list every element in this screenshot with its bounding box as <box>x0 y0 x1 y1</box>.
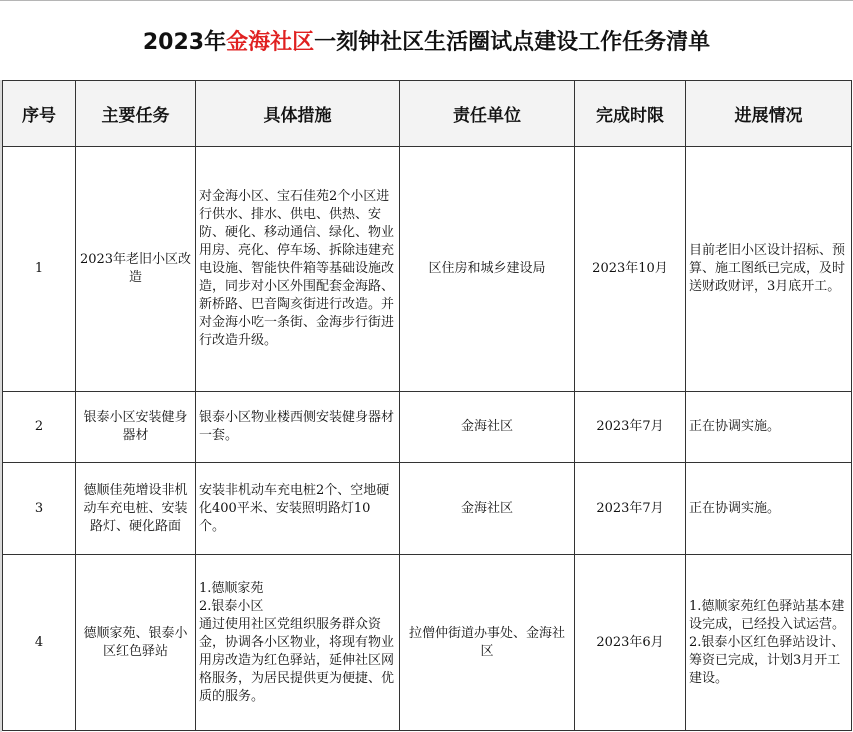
table-row <box>3 555 852 731</box>
cell-progress: 目前老旧小区设计招标、预算、施工图纸已完成，及时送财政财评，3月底开工。 <box>686 147 852 392</box>
cell-measures: 安装非机动车充电桩2个、空地硬化400平米、安装照明路灯10个。 <box>196 463 400 555</box>
cell-deadline: 2023年10月 <box>575 147 686 392</box>
cell-task: 德顺佳苑增设非机动车充电桩、安装路灯、硬化路面 <box>76 463 196 555</box>
cell-task: 2023年老旧小区改造 <box>76 147 196 392</box>
header-row <box>3 81 852 147</box>
header-unit: 责任单位 <box>400 81 575 147</box>
title-highlight: 金海社区 <box>226 30 315 55</box>
cell-no: 1 <box>3 147 76 392</box>
cell-unit: 区住房和城乡建设局 <box>400 147 575 392</box>
page-title <box>0 0 853 80</box>
cell-progress: 1.德顺家苑红色驿站基本建设完成，已经投入试运营。 2.银泰小区红色驿站设计、筹资已完成，计划3月开工建设。 <box>686 555 852 731</box>
table-row <box>3 463 852 555</box>
cell-task: 银泰小区安装健身器材 <box>76 392 196 463</box>
title-prefix: 2023年 <box>142 30 227 55</box>
table-row <box>3 392 852 463</box>
cell-no: 3 <box>3 463 76 555</box>
cell-progress: 正在协调实施。 <box>686 463 852 555</box>
cell-deadline: 2023年6月 <box>575 555 686 731</box>
cell-unit: 金海社区 <box>400 463 575 555</box>
cell-task: 德顺家苑、银泰小区红色驿站 <box>76 555 196 731</box>
cell-progress: 正在协调实施。 <box>686 392 852 463</box>
cell-no: 4 <box>3 555 76 731</box>
cell-no: 2 <box>3 392 76 463</box>
cell-deadline: 2023年7月 <box>575 463 686 555</box>
cell-unit: 金海社区 <box>400 392 575 463</box>
header-progress: 进展情况 <box>686 81 852 147</box>
header-measures: 具体措施 <box>196 81 400 147</box>
table-row <box>3 147 852 392</box>
cell-measures: 银泰小区物业楼西侧安装健身器材一套。 <box>196 392 400 463</box>
header-deadline: 完成时限 <box>575 81 686 147</box>
task-table <box>2 80 852 731</box>
cell-unit: 拉僧仲街道办事处、金海社区 <box>400 555 575 731</box>
header-no: 序号 <box>3 81 76 147</box>
title-suffix: 一刻钟社区生活圈试点建设工作任务清单 <box>314 30 711 55</box>
cell-deadline: 2023年7月 <box>575 392 686 463</box>
cell-measures: 1.德顺家苑 2.银泰小区 通过使用社区党组织服务群众资金，协调各小区物业，将现有物业用房改造为红色驿站，延伸社区网格服务，为居民提供更为便捷、优质的服务。 <box>196 555 400 731</box>
header-task: 主要任务 <box>76 81 196 147</box>
cell-measures: 对金海小区、宝石佳苑2个小区进行供水、排水、供电、供热、安防、硬化、移动通信、绿化、物业用房、亮化、停车场、拆除违建充电设施、智能快件箱等基础设施改造，同步对小区外围配套金海路、新桥路、巴音陶亥街进行改造。并对金海小吃一条街、金海步行街进行改造升级。 <box>196 147 400 392</box>
